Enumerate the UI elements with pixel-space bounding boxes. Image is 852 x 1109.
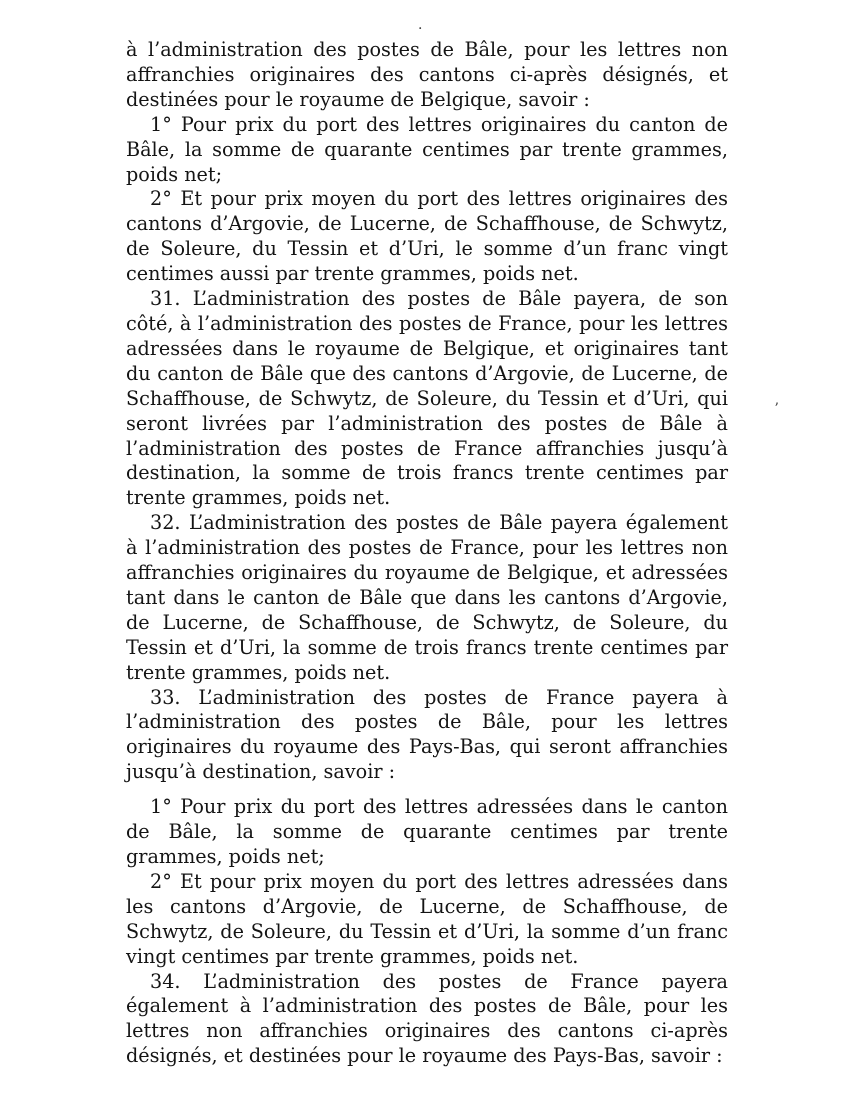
paragraph-item-1: 1° Pour prix du port des lettres originaires du canton de Bâle, la somme de quarante centimes par trente grammes, poids net; bbox=[126, 112, 728, 186]
stray-print-mark: · bbox=[418, 21, 423, 37]
paragraph-article-31: 31. L’administration des postes de Bâle payera, de son côté, à l’administration des postes de France, pour les lettres adressées dans le royaume de Belgique, et originaires tant du canton de Bâle que des cantons d’Argovie, de Lucerne, de Schaffhouse, de Schwytz, de Soleure, du Tessin et d’Uri, qui seront livrées par l’administration des postes de Bâle à l’administration des postes de France affranchies jusqu’à destination, la somme de trois francs trente centimes par trente grammes, poids net. bbox=[126, 287, 728, 510]
paragraph-item-2: 2° Et pour prix moyen du port des lettres adressées dans les cantons d’Argovie, de Lucerne, de Schaffhouse, de Schwytz, de Soleure, du Tessin et d’Uri, la somme d’un franc vingt centimes par trente grammes, poids net. bbox=[126, 869, 728, 968]
paragraph-article-34: 34. L’administration des postes de France payera également à l’administration des postes de Bâle, pour les lettres non affranchies originaires des cantons ci-après désignés, et destinées pour le royaume des Pays-Bas, savoir : bbox=[126, 969, 728, 1068]
paragraph-item-1: 1° Pour prix du port des lettres adressées dans le canton de Bâle, la somme de quarante centimes par trente grammes, poids net; bbox=[126, 795, 728, 868]
stray-print-mark: ʼ bbox=[774, 401, 779, 417]
document-body bbox=[126, 38, 728, 1069]
paragraph-article-32: 32. L’administration des postes de Bâle payera également à l’administration des postes de France, pour les lettres non affranchies originaires du royaume de Belgique, et adressées tant dans le canton de Bâle que dans les cantons d’Argovie, de Lucerne, de Schaffhouse, de Schwytz, de Soleure, du Tessin et d’Uri, la somme de trois francs trente centimes par trente grammes, poids net. bbox=[126, 511, 728, 684]
paragraph-item-2: 2° Et pour prix moyen du port des lettres originaires des cantons d’Argovie, de Lucerne, de Schaffhouse, de Schwytz, de Soleure, du Tessin et d’Uri, le somme d’un franc vingt centimes aussi par trente grammes, poids net. bbox=[126, 187, 728, 286]
paragraph-continuation: à l’administration des postes de Bâle, pour les lettres non affranchies originaires des cantons ci-après désignés, et destinées pour le royaume de Belgique, savoir : bbox=[126, 38, 728, 111]
paragraph-article-33: 33. L’administration des postes de France payera à l’administration des postes de Bâle, pour les lettres originaires du royaume des Pays-Bas, qui seront affranchies jusqu’à destination, savoir : bbox=[126, 685, 728, 784]
